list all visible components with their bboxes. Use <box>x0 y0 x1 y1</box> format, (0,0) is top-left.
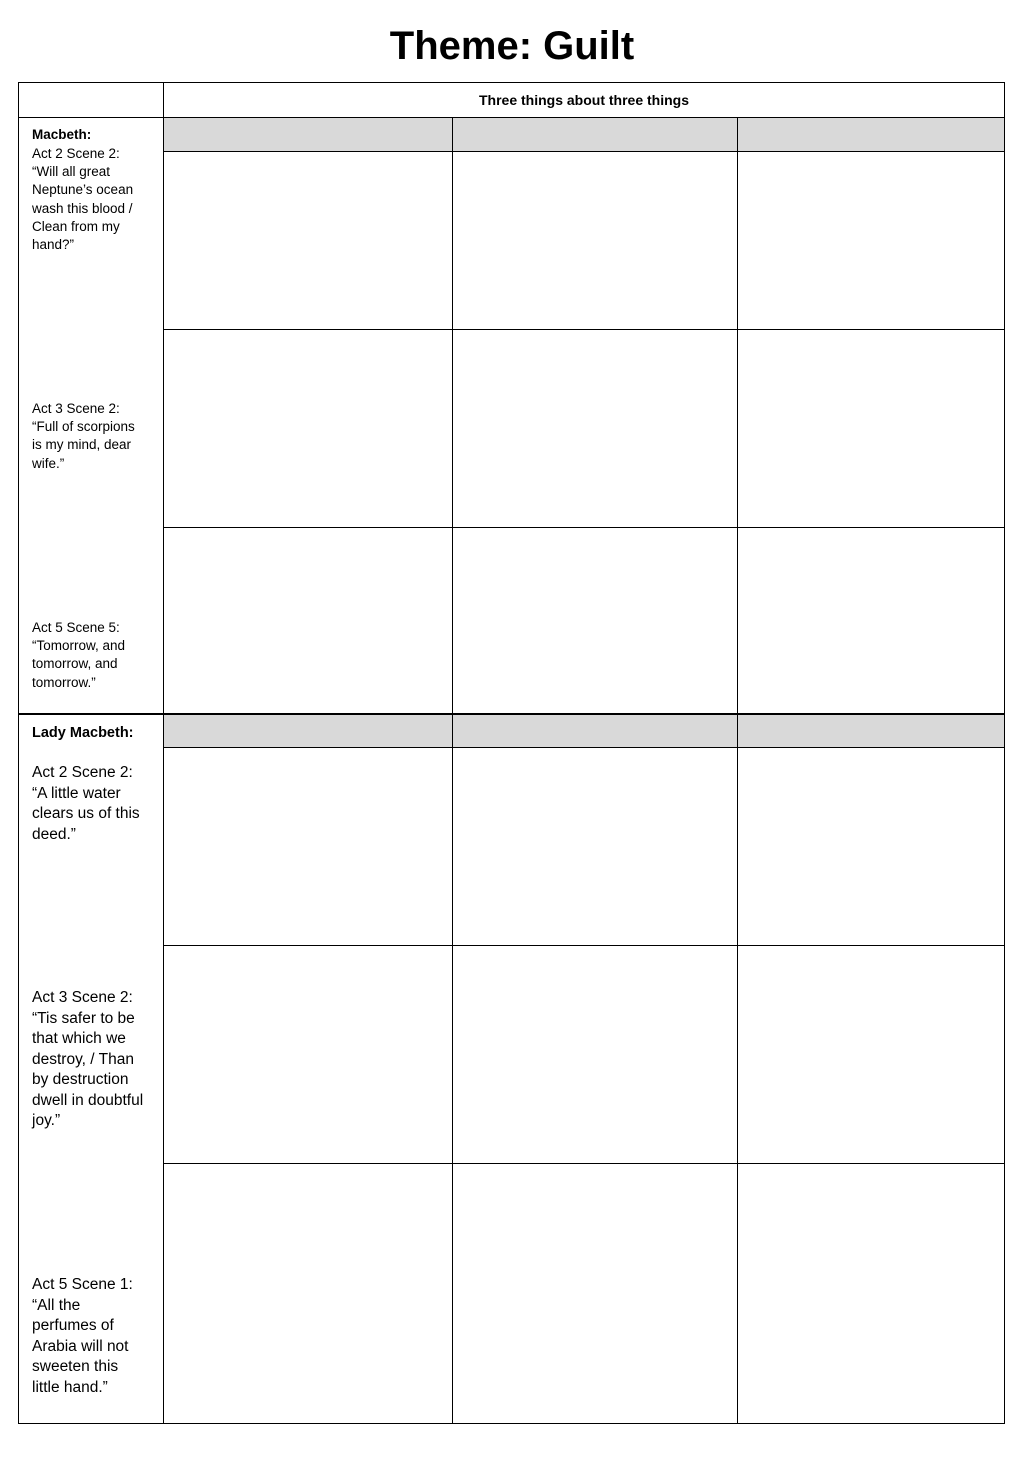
answer-cell[interactable] <box>163 151 453 330</box>
macbeth-label-cell <box>18 117 164 714</box>
answer-cell[interactable] <box>452 747 738 946</box>
macbeth-heading-cell-2[interactable] <box>452 117 738 152</box>
table-header-label: Three things about three things <box>478 92 689 108</box>
answer-cell[interactable] <box>737 1163 1005 1424</box>
lady-macbeth-heading-cell-2[interactable] <box>452 713 738 748</box>
macbeth-quote-2: Act 3 Scene 2: “Full of scorpions is my mind, dear wife.” <box>32 401 135 471</box>
worksheet-table <box>18 82 1005 1424</box>
lady-macbeth-label-cell <box>18 713 164 1424</box>
answer-cell[interactable] <box>452 329 738 528</box>
answer-cell[interactable] <box>163 527 453 714</box>
macbeth-heading-cell-3[interactable] <box>737 117 1005 152</box>
header-blank-cell <box>18 82 164 118</box>
macbeth-quote-1: Act 2 Scene 2: “Will all great Neptune’s ocean wash this blood / Clean from my hand?” <box>32 146 134 253</box>
macbeth-heading-cell-1[interactable] <box>163 117 453 152</box>
answer-cell[interactable] <box>163 329 453 528</box>
answer-cell[interactable] <box>737 329 1005 528</box>
answer-cell[interactable] <box>163 1163 453 1424</box>
answer-cell[interactable] <box>452 527 738 714</box>
lady-macbeth-quote-1: Act 2 Scene 2: “A little water clears us of this deed.” <box>32 764 140 843</box>
answer-cell[interactable] <box>452 151 738 330</box>
lady-macbeth-heading-cell-1[interactable] <box>163 713 453 748</box>
answer-cell[interactable] <box>163 945 453 1164</box>
answer-cell[interactable] <box>452 1163 738 1424</box>
answer-cell[interactable] <box>737 151 1005 330</box>
answer-cell[interactable] <box>737 527 1005 714</box>
answer-cell[interactable] <box>163 747 453 946</box>
table-header <box>163 82 1005 118</box>
answer-cell[interactable] <box>737 945 1005 1164</box>
character-name-lady-macbeth: Lady Macbeth: <box>32 725 134 741</box>
page-title: Theme: Guilt <box>389 24 635 68</box>
character-name-macbeth: Macbeth: <box>32 127 92 142</box>
answer-cell[interactable] <box>452 945 738 1164</box>
lady-macbeth-quote-3: Act 5 Scene 1: “All the perfumes of Arabia will not sweeten this little hand.” <box>32 1276 133 1396</box>
lady-macbeth-heading-cell-3[interactable] <box>737 713 1005 748</box>
answer-cell[interactable] <box>737 747 1005 946</box>
macbeth-quote-3: Act 5 Scene 5: “Tomorrow, and tomorrow, and tomorrow.” <box>32 620 126 690</box>
lady-macbeth-quote-2: Act 3 Scene 2: “Tis safer to be that which we destroy, / Than by destruction dwell in doubtful joy.” <box>32 989 144 1129</box>
